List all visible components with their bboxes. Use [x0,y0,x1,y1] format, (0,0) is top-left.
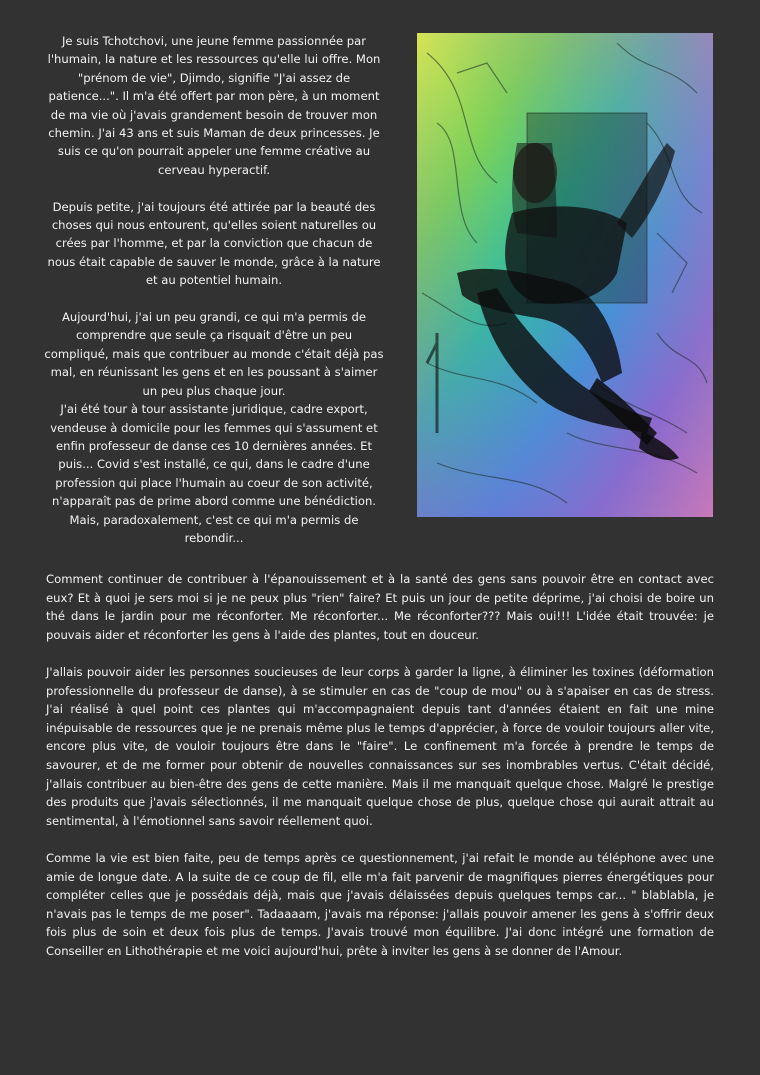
intro-paragraph-2: Depuis petite, j'ai toujours été attirée par la beauté des choses qui nous entourent, qu'elles soient naturelles ou crées par l'homme, et par la conviction que chacun de nous était capable de sauver le monde, grâce à la nature et au potentiel humain. [47,199,381,288]
intro-paragraph-3: Aujourd'hui, j'ai un peu grandi, ce qui m'a permis de comprendre que seule ça risquait d'être un peu compliqué, mais que contribuer au monde c'était déjà pas mal, en réunissant les gens et en les poussant à s'aimer un peu plus chaque jour. [44,310,384,398]
story-paragraph-1: Comment continuer de contribuer à l'épanouissement et à la santé des gens sans pouvoir être en contact avec eux? Et à quoi je sers moi si je ne peux plus "rien" faire? Et puis un jour de petite déprime, j'ai choisi de boire un thé dans le jardin pour me réconforter. Me réconforter... Me réconforter??? Mais oui!!! L'idée était trouvée: je pouvais aider et réconforter les gens à l'aide des plantes, tout en douceur. [46,572,714,642]
story-paragraph-3: Comme la vie est bien faite, peu de temps après ce questionnement, j'ai refait le monde au téléphone avec une amie de longue date. A la suite de ce coup de fil, elle m'a fait parvenir de magnifiques pierres énergétiques pour compléter celles que je possédais déjà, mais que j'avais délaissées depuis quelques temps car... " blablabla, je n'avais pas le temps de me poser". Tadaaaam, j'avais ma réponse: j'allais pouvoir amener les gens à s'offrir deux fois plus de soin et deux fois plus de temps. J'avais trouvé mon équilibre. J'ai donc intégré une formation de Conseiller en Lithothérapie et me voici aujourd'hui, prête à inviter les gens à se donner de l'Amour. [46,850,714,958]
intro-paragraph-1: Je suis Tchotchovi, une jeune femme passionnée par l'humain, la nature et les ressources qu'elle lui offre. Mon "prénom de vie", Djimdo, signifie "J'ai assez de patience...". Il m'a été offert par mon père, à un moment de ma vie où j'avais grandement besoin de trouver mon chemin. J'ai 43 ans et suis Maman de deux princesses. Je suis ce qu'on pourrait appeler une femme créative au cerveau hyperactif. [47,34,381,177]
intro-column [44,32,384,547]
intro-paragraph-4: J'ai été tour à tour assistante juridique, cadre export, vendeuse à domicile pour les femmes qui s'assument et enfin professeur de danse ces 10 dernières années. Et puis... Covid s'est installé, ce qui, dans le cadre d'une profession qui place l'humain au coeur de son activité, n'apparaît pas de prime abord comme une bénédiction. Mais, paradoxalement, c'est ce qui m'a permis de rebondir... [50,402,378,545]
story-paragraph-2: J'allais pouvoir aider les personnes soucieuses de leur corps à garder la ligne, à éliminer les toxines (déformation professionnelle du professeur de danse), à se stimuler en cas de "coup de mou" ou à s'apaiser en cas de stress. J'ai réalisé à quel point ces plantes qui m'accompagnaient depuis tant d'années étaient en fait une mine inépuisable de ressources que je ne prenais même plus le temps d'apprécier, à force de vouloir toujours aller vite, encore plus vite, de vouloir toujours être dans le "faire". Le confinement m'a forcée à prendre le temps de savourer, et de me former pour obtenir de nouvelles connaissances sur ses inombrables vertus. C'était décidé, j'allais contribuer au bien-être des gens de cette manière. Mais il me manquait quelque chose. Malgré le prestige des produits que j'avais sélectionnés, il me manquait quelque chose de plus, quelque chose qui aurait attrait au sentimental, à l'émotionnel sans savoir réellement quoi. [46,664,714,828]
portrait-photo [417,33,713,517]
story-column [46,570,714,979]
